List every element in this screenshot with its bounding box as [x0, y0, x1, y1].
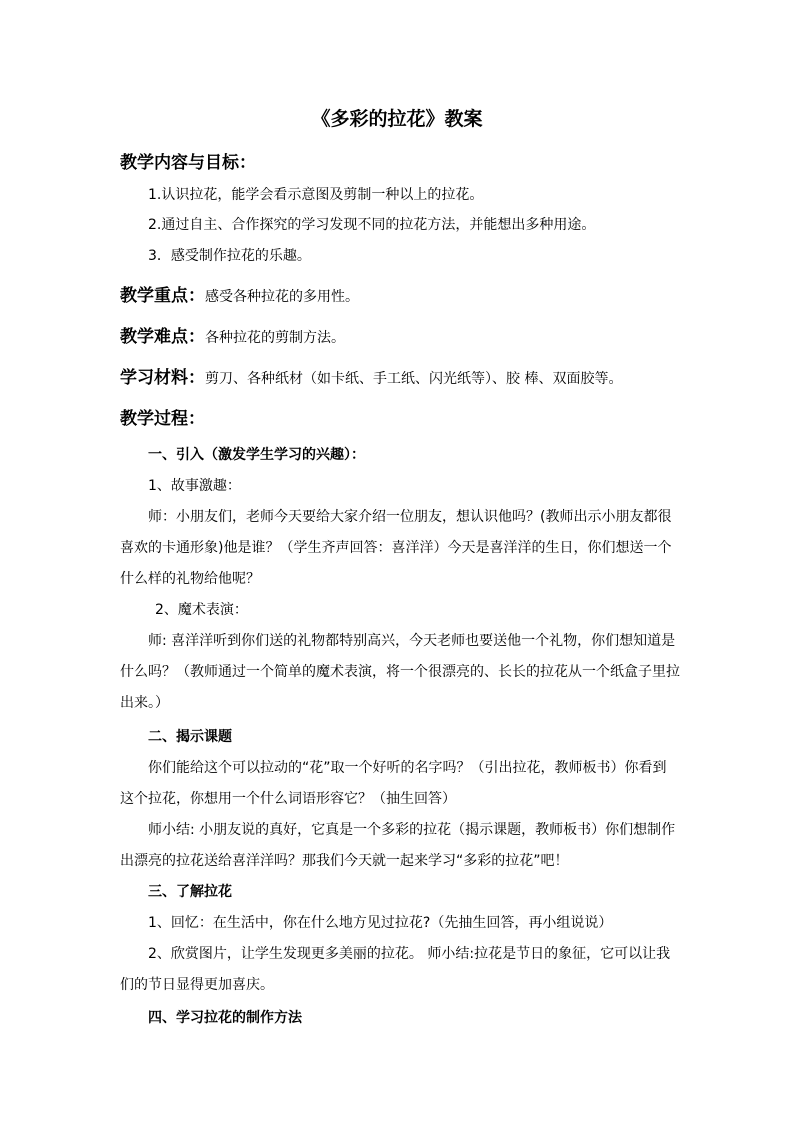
difficulty-label: 教学难点：: [120, 327, 205, 347]
materials-text: 剪刀、各种纸材（如卡纸、手工纸、闪光纸等）、胶 棒、双面胶等。: [205, 371, 623, 387]
difficulty-row: [120, 326, 345, 349]
materials-label: 学习材料：: [120, 368, 205, 388]
key-point-row: [120, 285, 359, 308]
section-line: 出漂亮的拉花送给喜洋洋吗？那我们今天就一起来学习“多彩的拉花”吧！: [120, 853, 569, 869]
section-line: 1、回忆：在生活中，你在什么地方见过拉花?（先抽生回答，再小组说说）: [148, 915, 613, 931]
section-heading: 一、引入（激发学生学习的兴趣）：: [148, 447, 365, 463]
section-line: 出来。）: [120, 695, 169, 711]
page-title: 《多彩的拉花》教案: [311, 108, 483, 130]
key-point-text: 感受各种拉花的多用性。: [205, 289, 359, 305]
section-line: 2、欣赏图片，让学生发现更多美丽的拉花。 师小结:拉花是节日的象征，它可以让我: [148, 946, 671, 962]
section-line: 什么吗？（教师通过一个简单的魔术表演，将一个很漂亮的、长长的拉花从一个纸盒子里拉: [120, 664, 680, 680]
section-line: 什么样的礼物给他呢？: [120, 571, 260, 587]
section-line: 师小结: 小朋友说的真好，它真是一个多彩的拉花（揭示课题，教师板书）你们想制作: [148, 822, 676, 838]
section-line: 这个拉花，你想用一个什么词语形容它？（抽生回答）: [120, 791, 456, 807]
objective-item: 3．感受制作拉花的乐趣。: [148, 248, 311, 264]
section-line: 师：小朋友们，老师今天要给大家介绍一位朋友，想认识他吗？(教师出示小朋友都很: [148, 509, 672, 525]
difficulty-text: 各种拉花的剪制方法。: [205, 330, 345, 346]
process-heading: 教学过程：: [120, 409, 205, 429]
key-point-label: 教学重点：: [120, 286, 205, 306]
section-line: 2、魔术表演：: [155, 602, 248, 618]
objective-item: 1.认识拉花，能学会看示意图及剪制一种以上的拉花。: [148, 187, 484, 203]
section-line: 喜欢的卡通形象)他是谁？（学生齐声回答：喜洋洋）今天是喜洋洋的生日，你们想送一个: [120, 540, 672, 556]
section-heading: 三、了解拉花: [148, 884, 232, 900]
materials-row: [120, 367, 622, 390]
section-heading: 二、揭示课题: [148, 729, 232, 745]
section-heading: 四、学习拉花的制作方法: [148, 1010, 302, 1026]
section-line: 1、故事激趣：: [148, 478, 241, 494]
objective-item: 2.通过自主、合作探究的学习发现不同的拉花方法，并能想出多种用途。: [148, 217, 596, 233]
section-line: 们的节日显得更加喜庆。: [120, 977, 274, 993]
content-objectives-heading: 教学内容与目标：: [120, 153, 256, 173]
section-line: 师: 喜洋洋听到你们送的礼物都特别高兴，今天老师也要送他一个礼物，你们想知道是: [148, 633, 676, 649]
section-line: 你们能给这个可以拉动的“花”取一个好听的名字吗？（引出拉花，教师板书）你看到: [148, 760, 667, 776]
